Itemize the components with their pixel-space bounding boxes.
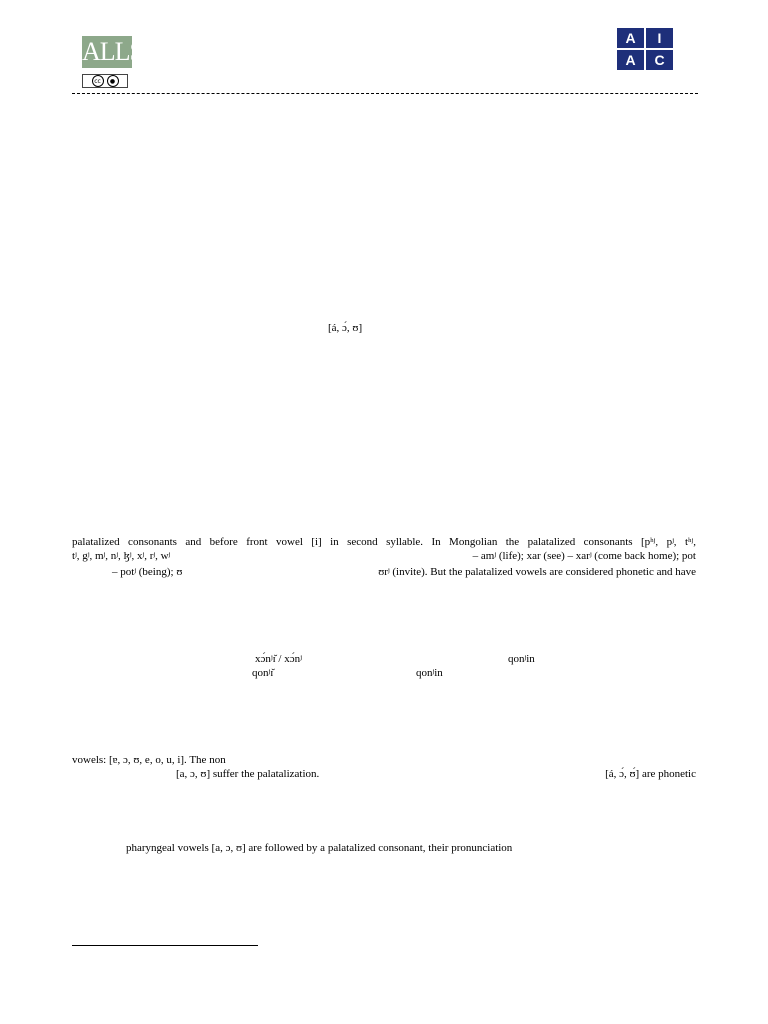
text-fragment: [á, ɔ́, ʊ]	[328, 322, 363, 334]
aiac-logo-letter: I	[646, 28, 673, 48]
aiac-logo	[617, 28, 673, 70]
text-fragment: pharyngeal vowels [a, ɔ, ʊ] are followed by a palatalized consonant, their pronunciation	[126, 842, 513, 854]
footnote-separator	[72, 945, 258, 946]
aiac-logo-letter: A	[617, 28, 644, 48]
text-fragment: – amʲ (life); xar (see) – xarʲ (come back home); pot	[472, 550, 696, 562]
text-fragment: qonʲin	[508, 653, 535, 665]
text-fragment: xɔ́nʲɪ̆ / xɔ́nʲ	[255, 653, 302, 665]
alls-logo: ALLS	[82, 37, 143, 66]
aiac-logo-letter: C	[646, 50, 673, 70]
text-fragment: qonʲɪ̆	[252, 667, 274, 679]
text-fragment: tʲ, gʲ, mʲ, nʲ, ɮʲ, xʲ, rʲ, wʲ	[72, 550, 171, 562]
text-fragment: [á, ɔ́, ʊ́] are phonetic	[605, 768, 696, 780]
creative-commons-badge	[82, 74, 128, 88]
attribution-icon: ●	[107, 75, 119, 87]
cc-icon: cc	[92, 75, 104, 87]
text-fragment: ʊrʲ (invite). But the palatalized vowels are considered phonetic and have	[378, 566, 696, 578]
header-divider	[72, 93, 698, 94]
aiac-logo-letter: A	[617, 50, 644, 70]
text-line: palatalized consonants and before front vowel [i] in second syllable. In Mongolian the palatalized consonants [pʰʲ, pʲ, tʰʲ,	[72, 536, 696, 548]
text-fragment: vowels: [ɐ, ɔ, ʊ, e, o, u, i]. The non	[72, 754, 226, 766]
text-fragment: [a, ɔ, ʊ] suffer the palatalization.	[176, 768, 320, 780]
text-fragment: qonʲin	[416, 667, 443, 679]
text-fragment: – potʲ (being); ʊ	[112, 566, 183, 578]
